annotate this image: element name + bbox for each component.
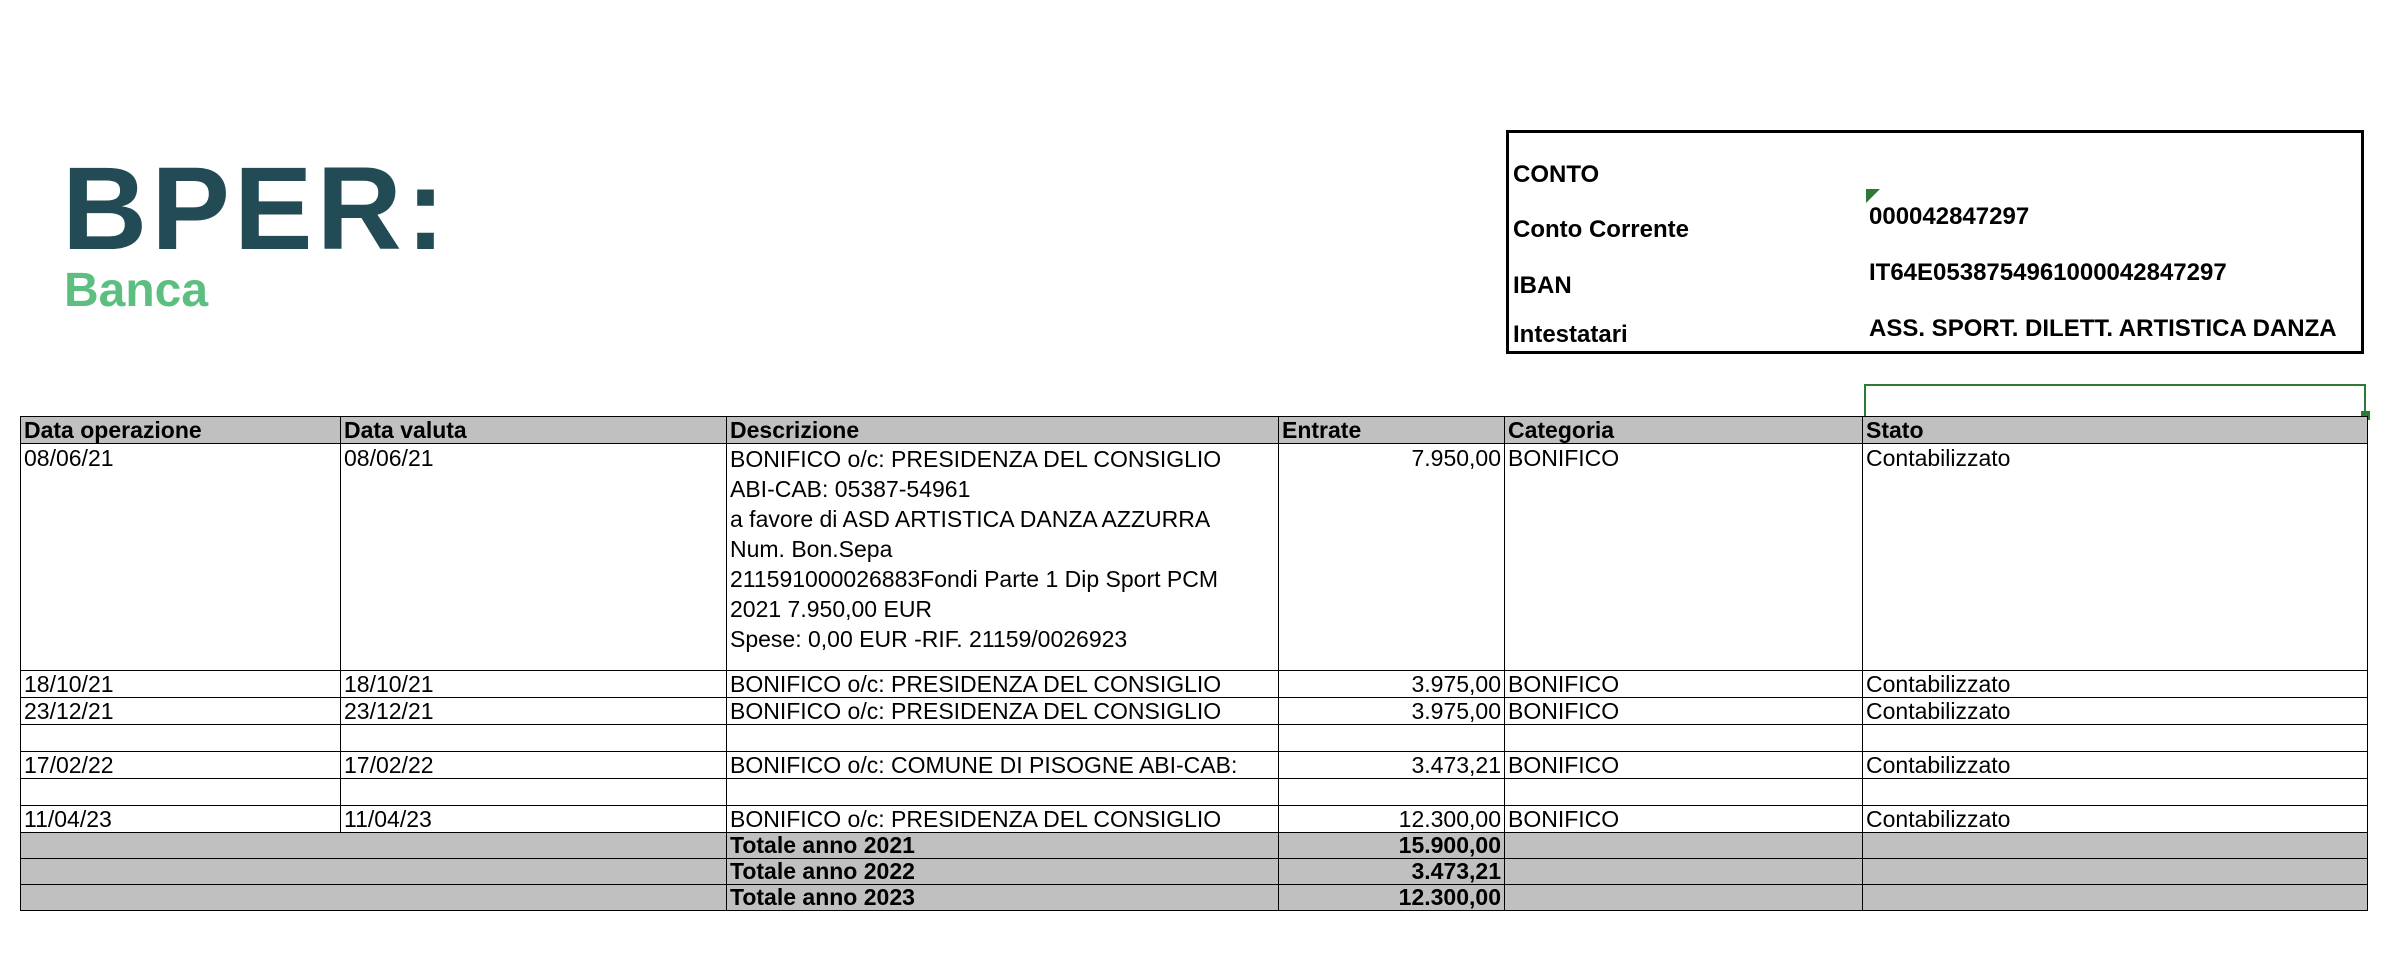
description-line: Spese: 0,00 EUR -RIF. 21159/0026923 xyxy=(730,626,1128,652)
cell-income[interactable]: 3.473,21 xyxy=(1279,752,1505,779)
cell-date-op[interactable]: 23/12/21 xyxy=(21,698,341,725)
cell-date-val[interactable]: 08/06/21 xyxy=(341,444,727,671)
header-descrizione[interactable]: Descrizione xyxy=(727,417,1279,444)
header-entrate[interactable]: Entrate xyxy=(1279,417,1505,444)
total-value[interactable]: 15.900,00 xyxy=(1279,833,1505,859)
account-info-box xyxy=(1506,130,2364,354)
table-row xyxy=(21,752,2368,779)
logo-brand-text: BPER: xyxy=(62,143,450,275)
header-data-valuta[interactable]: Data valuta xyxy=(341,417,727,444)
total-value[interactable]: 12.300,00 xyxy=(1279,885,1505,911)
empty-cell[interactable] xyxy=(727,779,1279,806)
cell-income[interactable]: 12.300,00 xyxy=(1279,806,1505,833)
header-stato[interactable]: Stato xyxy=(1863,417,2368,444)
cell-status[interactable]: Contabilizzato xyxy=(1863,671,2368,698)
selected-cell[interactable] xyxy=(1864,384,2366,418)
cell-date-val[interactable]: 23/12/21 xyxy=(341,698,727,725)
description-line: ABI-CAB: 05387-54961 xyxy=(730,476,971,502)
empty-cell[interactable] xyxy=(1279,779,1505,806)
cell-date-op[interactable]: 08/06/21 xyxy=(21,444,341,671)
cell-category[interactable]: BONIFICO xyxy=(1505,752,1863,779)
table-header-row xyxy=(21,417,2368,444)
cell-description[interactable]: BONIFICO o/c: PRESIDENZA DEL CONSIGLIO xyxy=(727,806,1279,833)
description-line: a favore di ASD ARTISTICA DANZA AZZURRA xyxy=(730,506,1211,532)
total-label[interactable]: Totale anno 2023 xyxy=(727,885,1279,911)
header-data-operazione[interactable]: Data operazione xyxy=(21,417,341,444)
total-spacer[interactable] xyxy=(21,833,727,859)
empty-cell[interactable] xyxy=(1863,779,2368,806)
empty-cell[interactable] xyxy=(21,779,341,806)
empty-row xyxy=(21,779,2368,806)
conto-corrente-value[interactable]: 000042847297 xyxy=(1869,203,2030,230)
total-spacer[interactable] xyxy=(21,859,727,885)
intestatari-value[interactable]: ASS. SPORT. DILETT. ARTISTICA DANZA xyxy=(1869,315,2337,342)
logo-subtitle-text: Banca xyxy=(64,264,209,317)
table-row xyxy=(21,698,2368,725)
total-spacer[interactable] xyxy=(1863,859,2368,885)
description-line: BONIFICO o/c: PRESIDENZA DEL CONSIGLIO xyxy=(730,446,1222,472)
empty-cell[interactable] xyxy=(1863,725,2368,752)
transactions-table xyxy=(20,416,2368,911)
iban-label[interactable]: IBAN xyxy=(1513,272,1572,299)
empty-cell[interactable] xyxy=(341,725,727,752)
total-spacer[interactable] xyxy=(1505,833,1863,859)
cell-date-val[interactable]: 17/02/22 xyxy=(341,752,727,779)
empty-cell[interactable] xyxy=(727,725,1279,752)
total-row xyxy=(21,833,2368,859)
total-row xyxy=(21,885,2368,911)
cell-date-op[interactable]: 18/10/21 xyxy=(21,671,341,698)
cell-category[interactable]: BONIFICO xyxy=(1505,698,1863,725)
cell-category[interactable]: BONIFICO xyxy=(1505,444,1863,671)
total-value[interactable]: 3.473,21 xyxy=(1279,859,1505,885)
total-spacer[interactable] xyxy=(1863,833,2368,859)
empty-cell[interactable] xyxy=(341,779,727,806)
cell-comment-marker-icon xyxy=(1866,189,1880,203)
cell-status[interactable]: Contabilizzato xyxy=(1863,752,2368,779)
cell-category[interactable]: BONIFICO xyxy=(1505,671,1863,698)
table-row xyxy=(21,671,2368,698)
empty-cell[interactable] xyxy=(1505,725,1863,752)
description-line: Num. Bon.Sepa xyxy=(730,536,893,562)
total-spacer[interactable] xyxy=(1505,859,1863,885)
total-label[interactable]: Totale anno 2021 xyxy=(727,833,1279,859)
total-row xyxy=(21,859,2368,885)
cell-description[interactable]: BONIFICO o/c: PRESIDENZA DEL CONSIGLIO xyxy=(727,671,1279,698)
empty-cell[interactable] xyxy=(1505,779,1863,806)
iban-value[interactable]: IT64E0538754961000042847297 xyxy=(1869,259,2227,286)
cell-income[interactable]: 3.975,00 xyxy=(1279,671,1505,698)
header-categoria[interactable]: Categoria xyxy=(1505,417,1863,444)
cell-date-op[interactable]: 11/04/23 xyxy=(21,806,341,833)
bper-banca-logo xyxy=(62,143,482,320)
total-label[interactable]: Totale anno 2022 xyxy=(727,859,1279,885)
description-line: 211591000026883Fondi Parte 1 Dip Sport PCM xyxy=(730,566,1219,592)
total-spacer[interactable] xyxy=(1863,885,2368,911)
cell-status[interactable]: Contabilizzato xyxy=(1863,444,2368,671)
cell-status[interactable]: Contabilizzato xyxy=(1863,698,2368,725)
cell-date-val[interactable]: 18/10/21 xyxy=(341,671,727,698)
cell-description[interactable]: BONIFICO o/c: COMUNE DI PISOGNE ABI-CAB: xyxy=(727,752,1279,779)
cell-description[interactable]: BONIFICO o/c: PRESIDENZA DEL CONSIGLIO xyxy=(727,698,1279,725)
empty-cell[interactable] xyxy=(1279,725,1505,752)
account-section-label[interactable]: CONTO xyxy=(1513,161,1600,188)
conto-corrente-label[interactable]: Conto Corrente xyxy=(1513,216,1689,243)
cell-date-op[interactable]: 17/02/22 xyxy=(21,752,341,779)
cell-category[interactable]: BONIFICO xyxy=(1505,806,1863,833)
table-row xyxy=(21,444,2368,671)
empty-cell[interactable] xyxy=(21,725,341,752)
table-row xyxy=(21,806,2368,833)
intestatari-label[interactable]: Intestatari xyxy=(1513,321,1628,348)
cell-income[interactable]: 7.950,00 xyxy=(1279,444,1505,671)
description-line: 2021 7.950,00 EUR xyxy=(730,596,933,622)
cell-description[interactable] xyxy=(727,444,1279,671)
cell-date-val[interactable]: 11/04/23 xyxy=(341,806,727,833)
empty-row xyxy=(21,725,2368,752)
total-spacer[interactable] xyxy=(21,885,727,911)
cell-status[interactable]: Contabilizzato xyxy=(1863,806,2368,833)
cell-income[interactable]: 3.975,00 xyxy=(1279,698,1505,725)
total-spacer[interactable] xyxy=(1505,885,1863,911)
